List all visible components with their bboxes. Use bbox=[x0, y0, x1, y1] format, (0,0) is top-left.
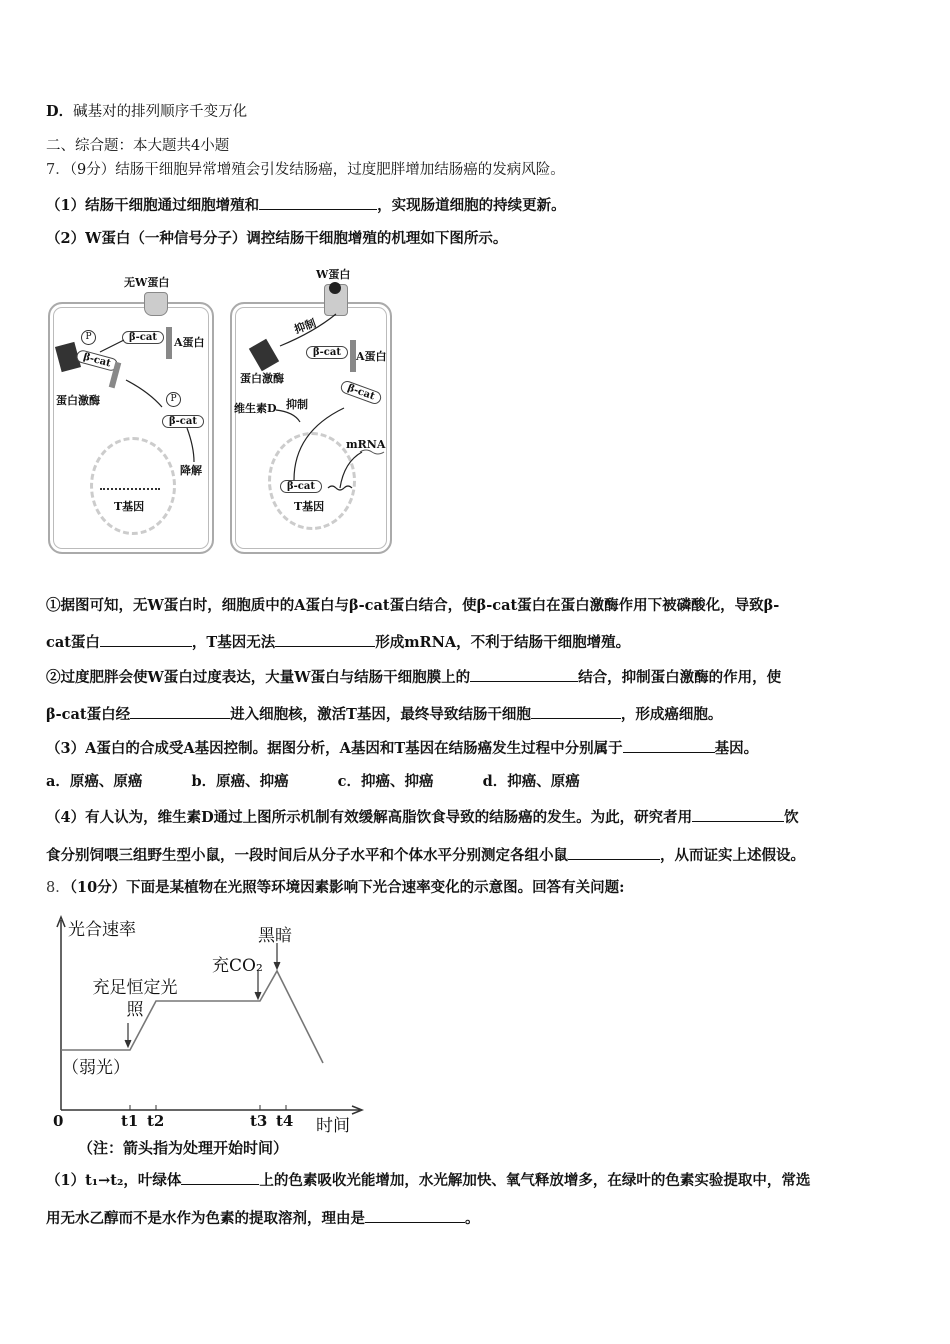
annotation-dark: 黑暗 bbox=[258, 926, 292, 946]
arrows-right bbox=[44, 262, 394, 557]
photosynthesis-chart bbox=[40, 905, 380, 1165]
label-mrna: mRNA bbox=[346, 438, 386, 451]
question-7-3-options bbox=[46, 772, 624, 792]
bcat-right-nucleus: β-cat bbox=[280, 480, 322, 493]
label-a-protein-right: A蛋白 bbox=[356, 350, 387, 363]
phosphate-icon: P bbox=[81, 330, 96, 345]
label-t-gene-left: T基因 bbox=[114, 500, 145, 513]
option-c: c．抑癌、抑癌 bbox=[337, 773, 434, 790]
label-degrade: 降解 bbox=[180, 464, 202, 477]
label-inhibit-2: 抑制 bbox=[286, 398, 308, 411]
label-vitamin-d: 维生素D bbox=[234, 402, 277, 415]
tick-0: 0 bbox=[53, 1112, 64, 1130]
bcat-right-1: β-cat bbox=[306, 346, 348, 359]
bcat-left-2: β-cat bbox=[75, 349, 119, 372]
question-8-1-line2: 用无水乙醇而不是水作为色素的提取溶剂，理由是 。 bbox=[46, 1210, 480, 1227]
option-d: D．碱基对的排列顺序千变万化 bbox=[46, 103, 248, 120]
sub-question-2-line2: β-cat蛋白经 进入细胞核，激活T基因，最终导致结肠干细胞 ，形成癌细胞。 bbox=[46, 706, 723, 723]
option-a: a．原癌、原癌 bbox=[46, 773, 143, 790]
sub-question-1-line2: cat蛋白 ，T基因无法 形成mRNA，不利于结肠干细胞增殖。 bbox=[46, 634, 631, 651]
annotation-weak-light: （弱光） bbox=[62, 1058, 130, 1078]
section-heading: 二、综合题：本大题共4小题 bbox=[46, 138, 230, 154]
chart-note: （注：箭头指为处理开始时间） bbox=[78, 1139, 289, 1157]
question-8-1-line1: （1）t₁→t₂，叶绿体 上的色素吸收光能增加，水光解加快、氧气释放增多，在绿叶的色素实验提取中，常选 bbox=[46, 1172, 811, 1189]
bcat-left-1: β-cat bbox=[122, 331, 164, 344]
label-no-w-protein: 无W蛋白 bbox=[124, 276, 170, 289]
label-w-protein: W蛋白 bbox=[316, 268, 351, 281]
y-axis-label: 光合速率 bbox=[68, 920, 136, 940]
question-8: 8．（10分）下面是某植物在光照等环境因素影响下光合速率变化的示意图。回答有关问题: bbox=[46, 879, 625, 896]
label-kinase: 蛋白激酶 bbox=[56, 394, 100, 407]
label-kinase-right: 蛋白激酶 bbox=[240, 372, 284, 385]
bcat-left-3: β-cat bbox=[162, 415, 204, 428]
annotation-co2: 充CO₂ bbox=[212, 956, 263, 976]
question-7-1: （1）结肠干细胞通过细胞增殖和 ，实现肠道细胞的持续更新。 bbox=[46, 197, 566, 214]
annotation-strong-light: 充足恒定光照 bbox=[92, 978, 178, 1020]
question-7-4-line1: （4）有人认为，维生素D通过上图所示机制有效缓解高脂饮食导致的结肠癌的发生。为此，研究者用 饮 bbox=[46, 809, 799, 826]
sub-question-1-line1: ①据图可知，无W蛋白时，细胞质中的A蛋白与β-cat蛋白结合，使β-cat蛋白在蛋白激酶作用下被磷酸化，导致β- bbox=[46, 597, 780, 614]
tick-t1: t1 bbox=[121, 1112, 139, 1130]
option-b: b．原癌、抑癌 bbox=[191, 773, 289, 790]
phosphate-icon-2: P bbox=[166, 392, 181, 407]
tick-t3: t3 bbox=[250, 1112, 268, 1130]
tick-t2: t2 bbox=[147, 1112, 165, 1130]
sub-question-2-line1: ②过度肥胖会使W蛋白过度表达，大量W蛋白与结肠干细胞膜上的 结合，抑制蛋白激酶的作用，使 bbox=[46, 669, 782, 686]
label-t-gene-right: T基因 bbox=[294, 500, 325, 513]
label-a-protein: A蛋白 bbox=[174, 336, 205, 349]
question-7-2: （2）W蛋白（一种信号分子）调控结肠干细胞增殖的机理如下图所示。 bbox=[46, 230, 508, 247]
tick-t4: t4 bbox=[276, 1112, 294, 1130]
question-7-4-line2: 食分别饲喂三组野生型小鼠，一段时间后从分子水平和个体水平分别测定各组小鼠 ，从而证实上述假设。 bbox=[46, 847, 805, 864]
question-7: 7．（9分）结肠干细胞异常增殖会引发结肠癌，过度肥胖增加结肠癌的发病风险。 bbox=[46, 162, 565, 178]
x-axis-label: 时间 bbox=[316, 1116, 350, 1136]
question-7-3: （3）A蛋白的合成受A基因控制。据图分析，A基因和T基因在结肠癌发生过程中分别属于 基因。 bbox=[46, 740, 759, 757]
label-inhibit-1: 抑制 bbox=[292, 316, 318, 337]
bcat-right-2: β-cat bbox=[339, 379, 383, 406]
option-d-choice: d．抑癌、原癌 bbox=[482, 773, 580, 790]
cell-mechanism-figure bbox=[44, 262, 394, 557]
